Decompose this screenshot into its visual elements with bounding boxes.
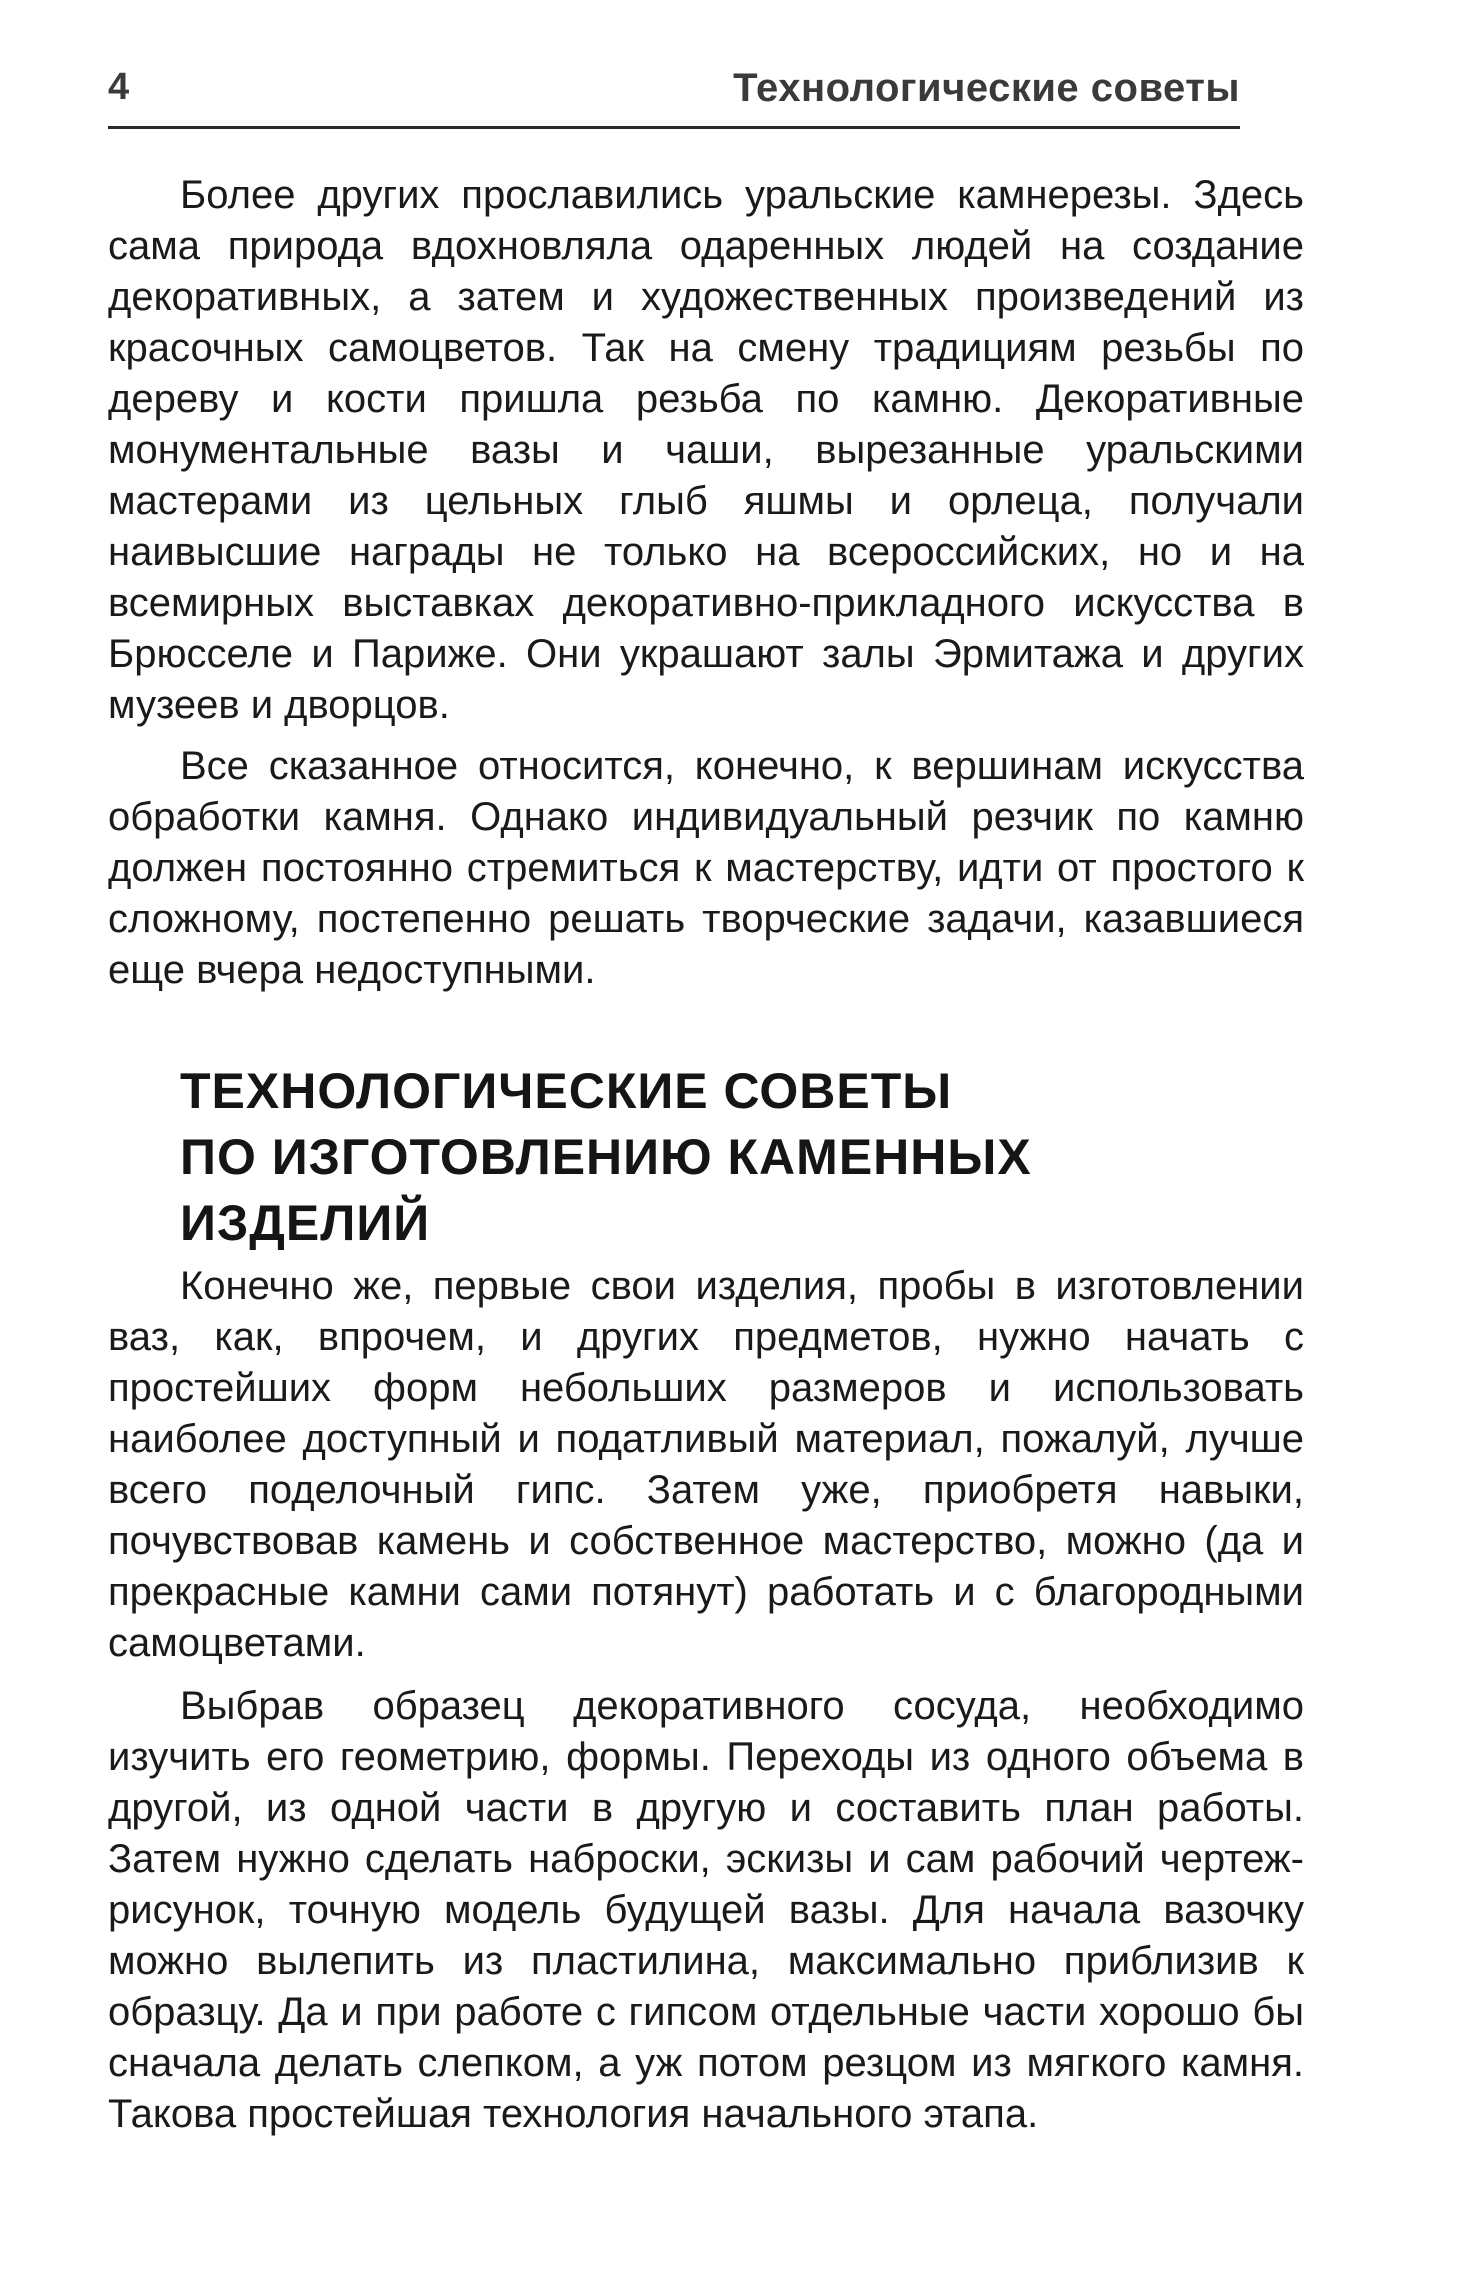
intro-text: [108, 170, 1304, 996]
section-heading: [180, 1058, 1280, 1256]
heading-line: ТЕХНОЛОГИЧЕСКИЕ СОВЕТЫ: [180, 1063, 953, 1119]
running-title: Технологические советы: [733, 66, 1240, 110]
paragraph: Все сказанное относится, конечно, к вершинам искусства обработки камня. Однако индивидуальный резчик по камню должен постоянно стремиться к мастерству, идти от простого к сложному, постепенно решать творческие задачи, казавшиеся еще вчера недоступными.: [108, 744, 1304, 992]
heading-line: ПО ИЗГОТОВЛЕНИЮ КАМЕННЫХ: [180, 1129, 1032, 1185]
paragraph: Выбрав образец декоративного сосуда, необходимо изучить его геометрию, формы. Переходы из одного объема в другой, из одной части в другую и составить план работы. Затем нужно сделать наброски, эскизы и сам рабочий чертеж-рисунок, точную модель будущей вазы. Для начала вазочку можно вылепить из пластилина, максимально приблизив к образцу. Да и при работе с гипсом отдельные части хорошо бы сначала делать слепком, а уж потом резцом из мягкого камня. Такова простейшая технология начального этапа.: [108, 1684, 1304, 2136]
page-number: 4: [108, 66, 130, 108]
heading-line: ИЗДЕЛИЙ: [180, 1195, 431, 1251]
section-text: [108, 1261, 1304, 2140]
running-header: [108, 66, 1240, 129]
paragraph: Более других прославились уральские камнерезы. Здесь сама природа вдохновляла одаренных людей на создание декоративных, а затем и художественных произведений из красочных самоцветов. Так на смену традициям резьбы по дереву и кости пришла резьба по камню. Декоративные монументальные вазы и чаши, вырезанные уральскими мастерами из цельных глыб яшмы и орлеца, получали наивысшие награды не только на всероссийских, но и на всемирных выставках декоративно-прикладного искусства в Брюсселе и Париже. Они украшают залы Эрмитажа и других музеев и дворцов.: [108, 173, 1304, 727]
paragraph: Конечно же, первые свои изделия, пробы в изготовлении ваз, как, впрочем, и других предметов, нужно начать с простейших форм небольших размеров и использовать наиболее доступный и податливый материал, пожалуй, лучше всего поделочный гипс. Затем уже, приобретя навыки, почувствовав камень и собственное мастерство, можно (да и прекрасные камни сами потянут) работать и с благородными самоцветами.: [108, 1264, 1304, 1665]
